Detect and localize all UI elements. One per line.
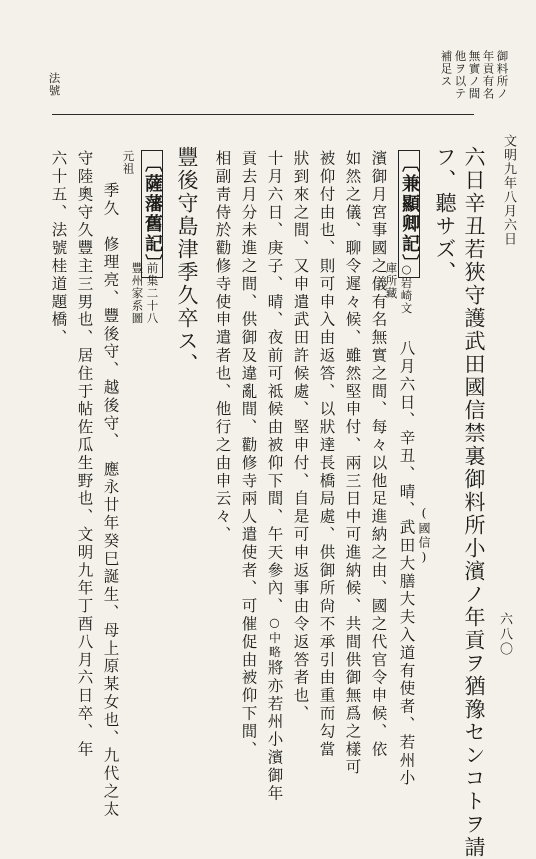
header-rule [52, 114, 474, 115]
entry-line: 豐後守島津季久卒ス、 [175, 146, 199, 376]
text-line: 六十五、法號桂道題橋、 [49, 150, 68, 347]
margin-note-line: 御料所ノ [495, 50, 510, 100]
entry-line: フ、聽サズ、 [433, 146, 457, 284]
date-header: 文明九年八月六日 [501, 134, 516, 246]
lineage-note: 元祖 [121, 150, 136, 175]
source-title: 〔兼顯卿記〕 [398, 150, 420, 278]
source-ref: 庫所藏 [384, 262, 399, 300]
text-line: 如然之儀、聊令遲々候、雖然堅申付、兩三日中可進納候、共間供御無爲之樣可 [343, 150, 362, 777]
margin-note-line: 補足ス [439, 50, 454, 88]
text-segment: 十月六日、庚子、晴、夜前可祗候由被仰下間、午天參內、 [265, 150, 284, 616]
entry-line: 六日辛丑若狹守護武田國信禁裏御料所小濱ノ年貢ヲ猶豫センコトヲ請 [462, 146, 486, 859]
source-ref: 前集二十八 [145, 262, 160, 325]
gloss-note: (國信) [417, 506, 431, 566]
text-line: 守陸奧守久豐主三男也、居住于帖佐瓜生野也、文明九年丁酉八月六日卒、年 [75, 150, 94, 759]
text-line [266, 150, 282, 803]
margin-note-line: 他ヲ以テ [453, 50, 468, 100]
source-ref: 豐州家系圖 [130, 262, 145, 325]
text-line: 季久 修理亮、豐後守、越後守、 應永廿年癸巳誕生、母上原某女也、九代之太 [101, 182, 120, 819]
omission-note: ○中略 [267, 615, 282, 660]
text-line: 被仰付由也、則可申入由返答、以狀達長橋局處、供御所尙不承引由重而勾當 [317, 150, 336, 759]
source-ref: ○岩崎文 [399, 262, 414, 315]
text-line: 濱御月宮事國之儀有名無實之間、每々以他足進納之由、國之代官令申候、依 [369, 150, 388, 759]
text-line: 相副靑侍於勸修寺使申遣者也、他行之由申云々、 [213, 150, 232, 544]
page-number: 六八〇 [497, 612, 512, 657]
margin-note-hogo: 法號 [47, 72, 62, 97]
text-line: 狀到來之間、又申遣武田許候處、堅申付、自是可申返事由令返答者也、 [291, 150, 310, 723]
text-line: 貢去月分未進之間、供御及違亂間、勸修寺兩人遣使者、可催促由被仰下間、 [239, 150, 258, 759]
margin-note-line: 年貢有名 [481, 50, 496, 100]
margin-note-line: 無實ノ間 [467, 50, 482, 100]
text-segment: 將亦若州小濱御年 [265, 659, 284, 803]
source-title: 〔薩藩舊記〕 [141, 150, 163, 278]
text-line: 八月六日、辛丑、晴、武田大膳大夫入道有使者、若州小 [397, 340, 416, 788]
